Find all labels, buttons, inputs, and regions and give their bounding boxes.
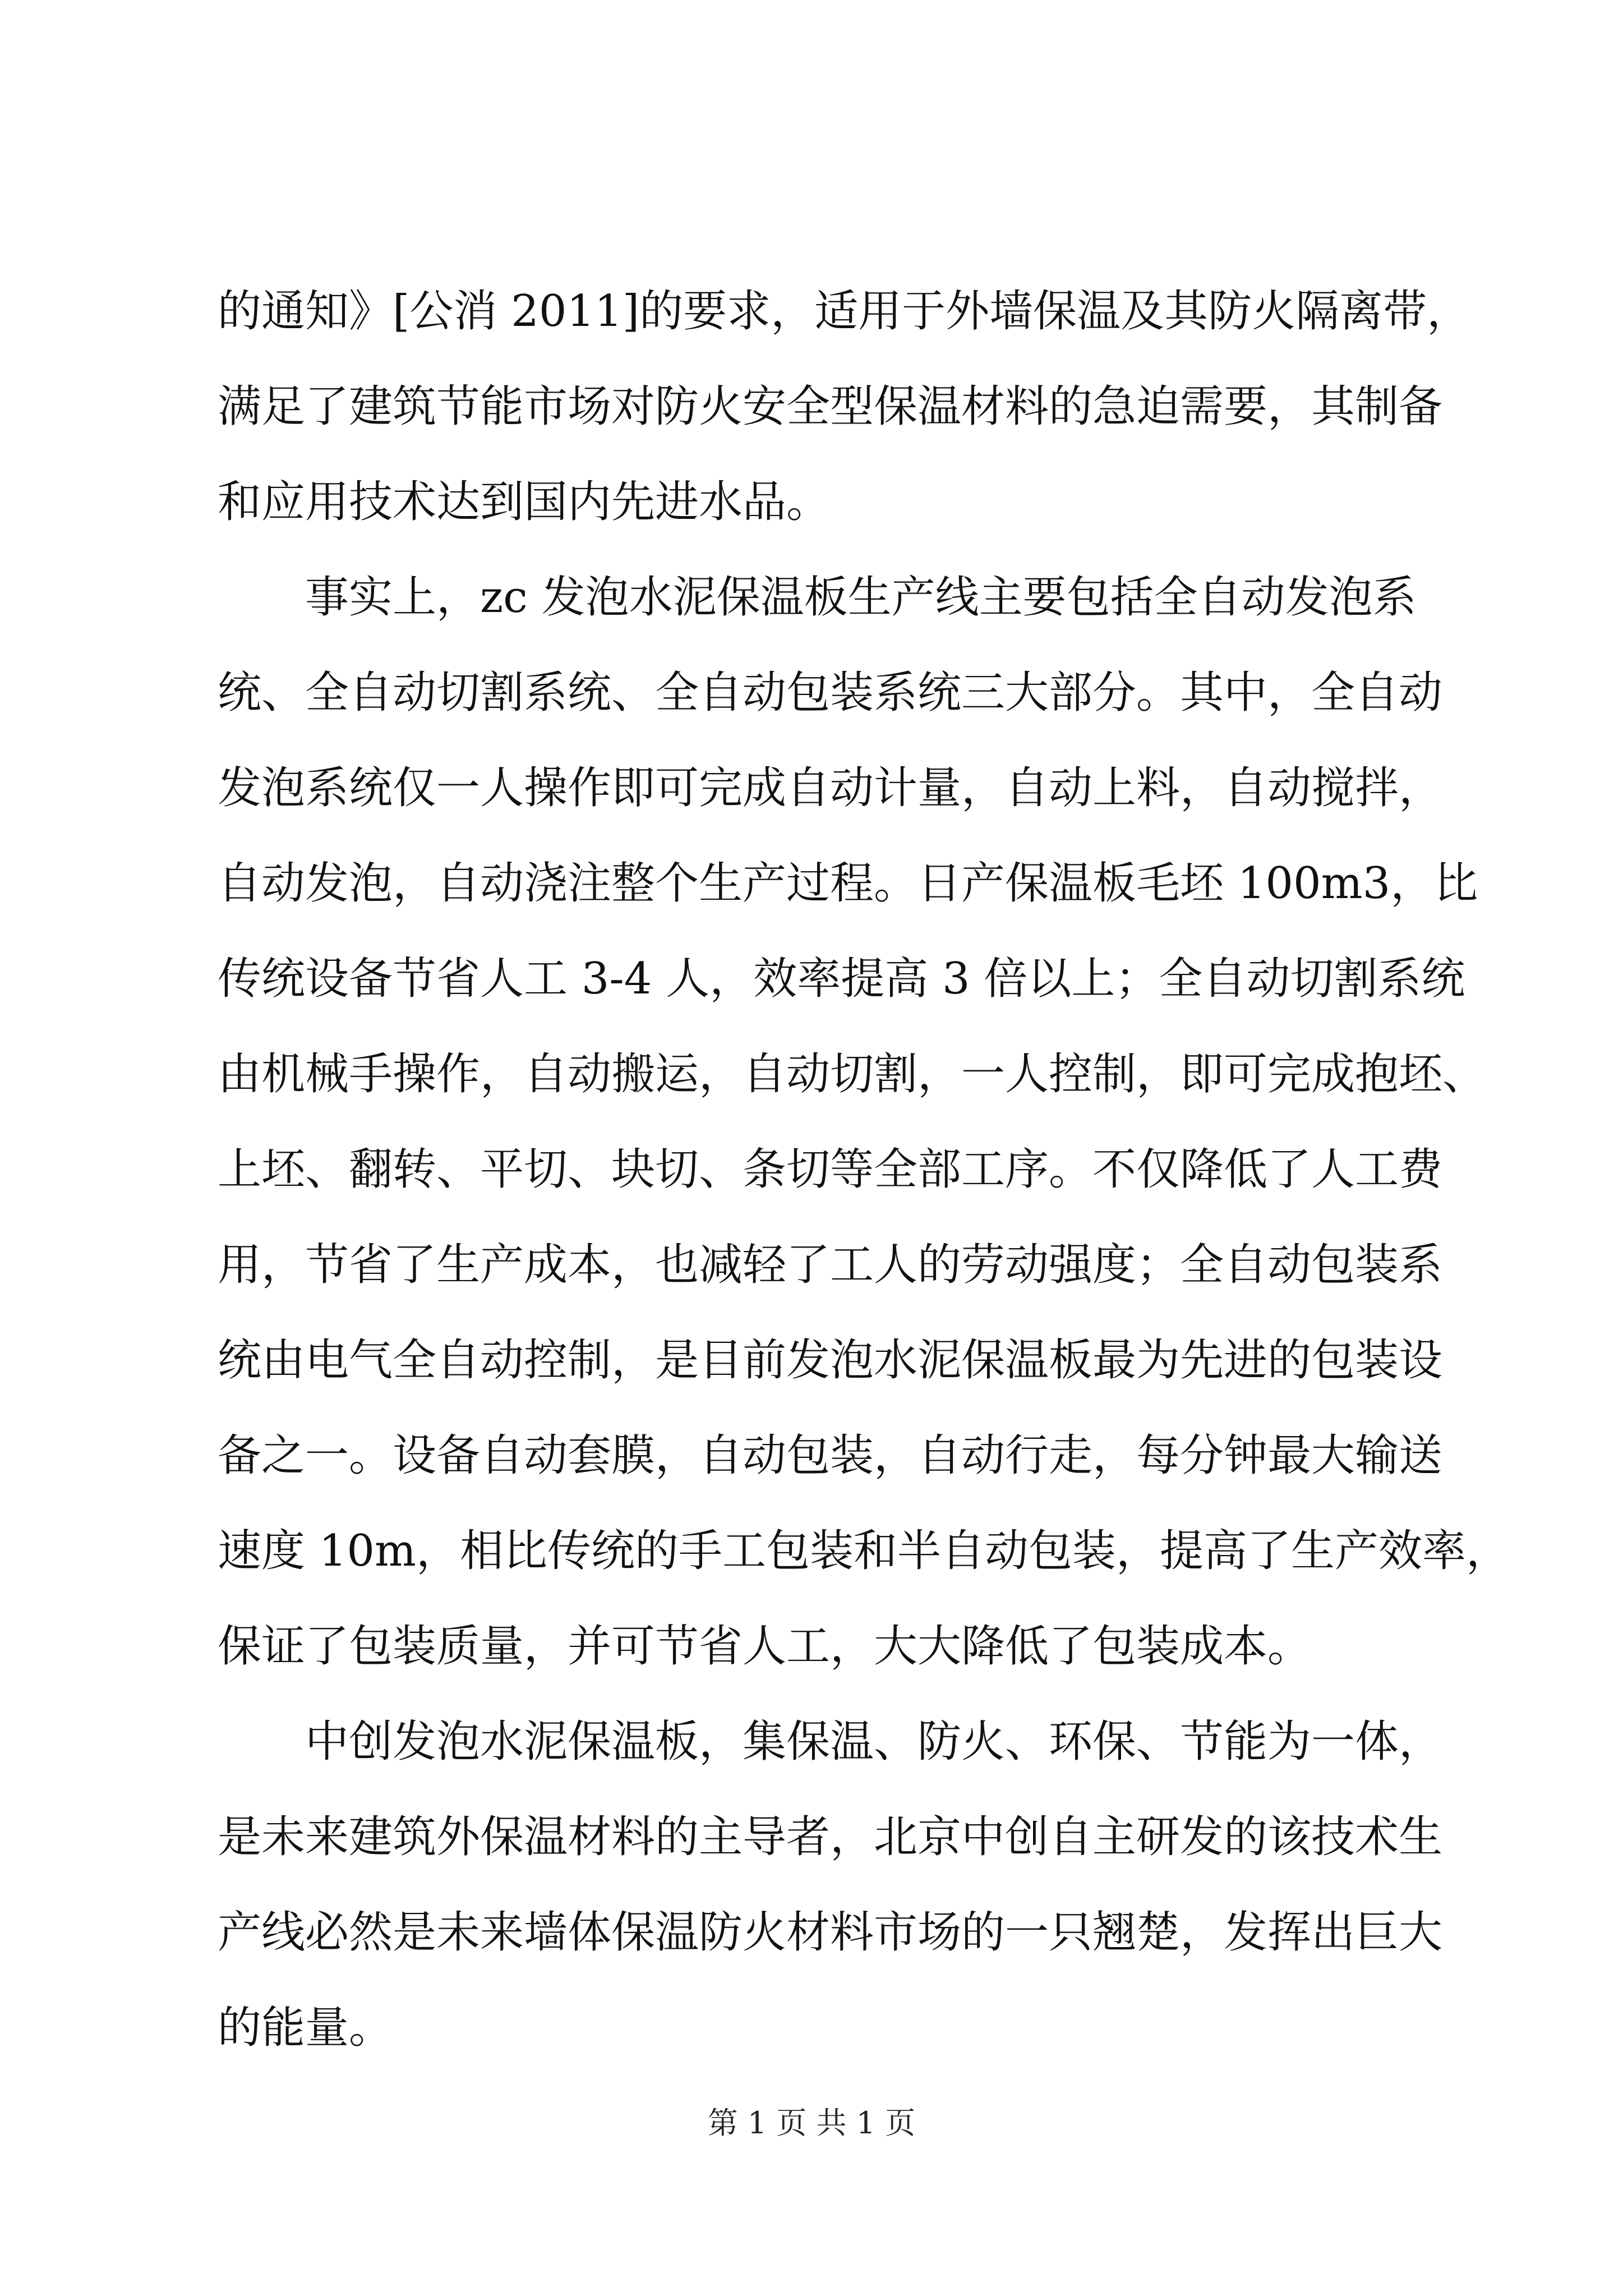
text-line: 的通知》[公消 2011]的要求，适用于外墙保温及其防火隔离带， [218,286,1471,337]
text-line: 事实上，zc 发泡水泥保温板生产线主要包括全自动发泡系 [305,572,1417,623]
text-line: 上坯、翻转、平切、块切、条切等全部工序。不仅降低了人工费 [218,1144,1443,1195]
text-line: 统、全自动切割系统、全自动包装系统三大部分。其中，全自动 [218,668,1443,718]
text-line: 的能量。 [218,2003,393,2053]
text-line: 中创发泡水泥保温板，集保温、防火、环保、节能为一体， [305,1717,1443,1767]
text-line: 传统设备节省人工 3-4 人，效率提高 3 倍以上；全自动切割系统 [218,954,1465,1004]
paragraph-1 [218,264,1471,550]
text-line: 满足了建筑节能市场对防火安全型保温材料的急迫需要，其制备 [218,381,1443,432]
paragraph-3 [218,1694,1443,2076]
text-line: 由机械手操作，自动搬运，自动切割，一人控制，即可完成抱坯、 [218,1049,1487,1099]
text-line: 保证了包装质量，并可节省人工，大大降低了包装成本。 [218,1621,1312,1672]
text-line: 备之一。设备自动套膜，自动包装，自动行走，每分钟最大输送 [218,1430,1443,1481]
text-line: 是未来建筑外保温材料的主导者，北京中创自主研发的该技术生 [218,1812,1443,1862]
text-line: 用，节省了生产成本，也减轻了工人的劳动强度；全自动包装系 [218,1240,1443,1290]
text-line: 速度 10m，相比传统的手工包装和半自动包装，提高了生产效率， [218,1526,1510,1576]
paragraph-2 [218,550,1510,1694]
text-line: 统由电气全自动控制，是目前发泡水泥保温板最为先进的包装设 [218,1335,1443,1386]
text-line: 产线必然是未来墙体保温防火材料市场的一只翘楚，发挥出巨大 [218,1907,1443,1958]
text-line: 自动发泡，自动浇注整个生产过程。日产保温板毛坯 100m3，比 [218,858,1478,909]
text-line: 发泡系统仅一人操作即可完成自动计量，自动上料，自动搅拌， [218,763,1443,813]
text-line: 和应用技术达到国内先进水品。 [218,477,831,527]
page-number-footer: 第 1 页 共 1 页 [707,2105,916,2141]
document-body [218,264,1510,2076]
